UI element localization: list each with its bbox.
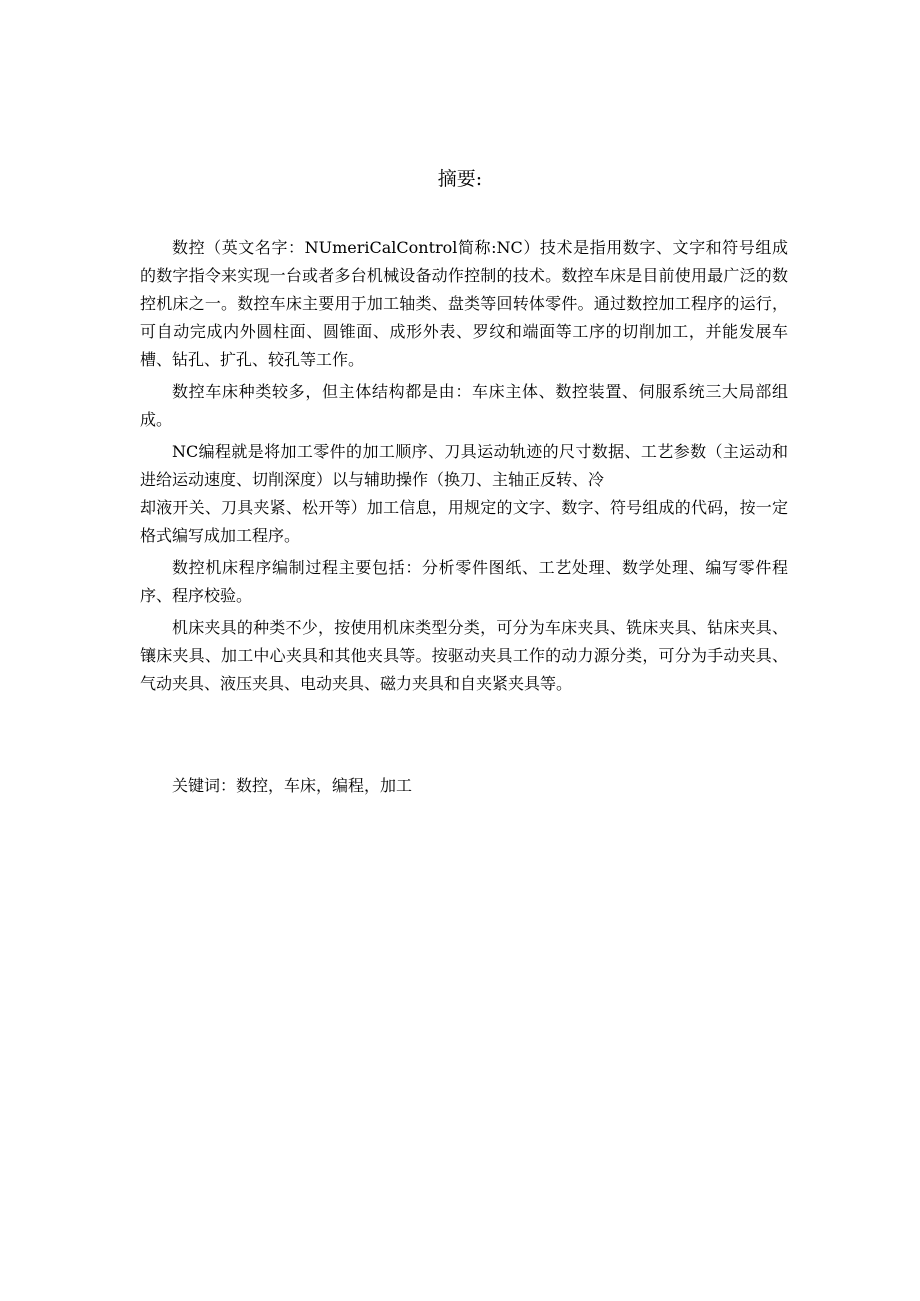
paragraph-fixture-types: 机床夹具的种类不少，按使用机床类型分类，可分为车床夹具、铣床夹具、钻床夹具、镶床夹具、加工中心夹具和其他夹具等。按驱动夹具工作的动力源分类，可分为手动夹具、气动夹具、液压夹具、电动夹具、磁力夹具和自夹紧夹具等。 bbox=[140, 618, 788, 693]
paragraph-lathe-structure: 数控车床种类较多，但主体结构都是由：车床主体、数控装置、伺服系统三大局部组成。 bbox=[140, 382, 788, 429]
abstract-title: 摘要: bbox=[437, 168, 483, 190]
keywords-line: 关键词：数控，车床，编程，加工 bbox=[172, 776, 413, 795]
paragraph-nc-programming-continued: 却液开关、刀具夹紧、松开等）加工信息，用规定的文字、数字、符号组成的代码，按一定格式编写成加工程序。 bbox=[140, 498, 788, 545]
paragraph-program-process: 数控机床程序编制过程主要包括：分析零件图纸、工艺处理、数学处理、编写零件程序、程序校验。 bbox=[140, 558, 788, 605]
abstract-body bbox=[140, 234, 788, 702]
paragraph-nc-definition: 数控（英文名字：NUmeriCalControl简称:NC）技术是指用数字、文字和符号组成的数字指令来实现一台或者多台机械设备动作控制的技术。数控车床是目前使用最广泛的数控机床之一。数控车床主要用于加工轴类、盘类等回转体零件。通过数控加工程序的运行，可自动完成内外圆柱面、圆锥面、成形外表、罗纹和端面等工序的切削加工，并能发展车槽、钻孔、扩孔、较孔等工作。 bbox=[140, 238, 788, 369]
paragraph-nc-programming: NC编程就是将加工零件的加工顺序、刀具运动轨迹的尺寸数据、工艺参数（主运动和进给运动速度、切削深度）以与辅助操作（换刀、主轴正反转、冷 bbox=[140, 442, 788, 489]
